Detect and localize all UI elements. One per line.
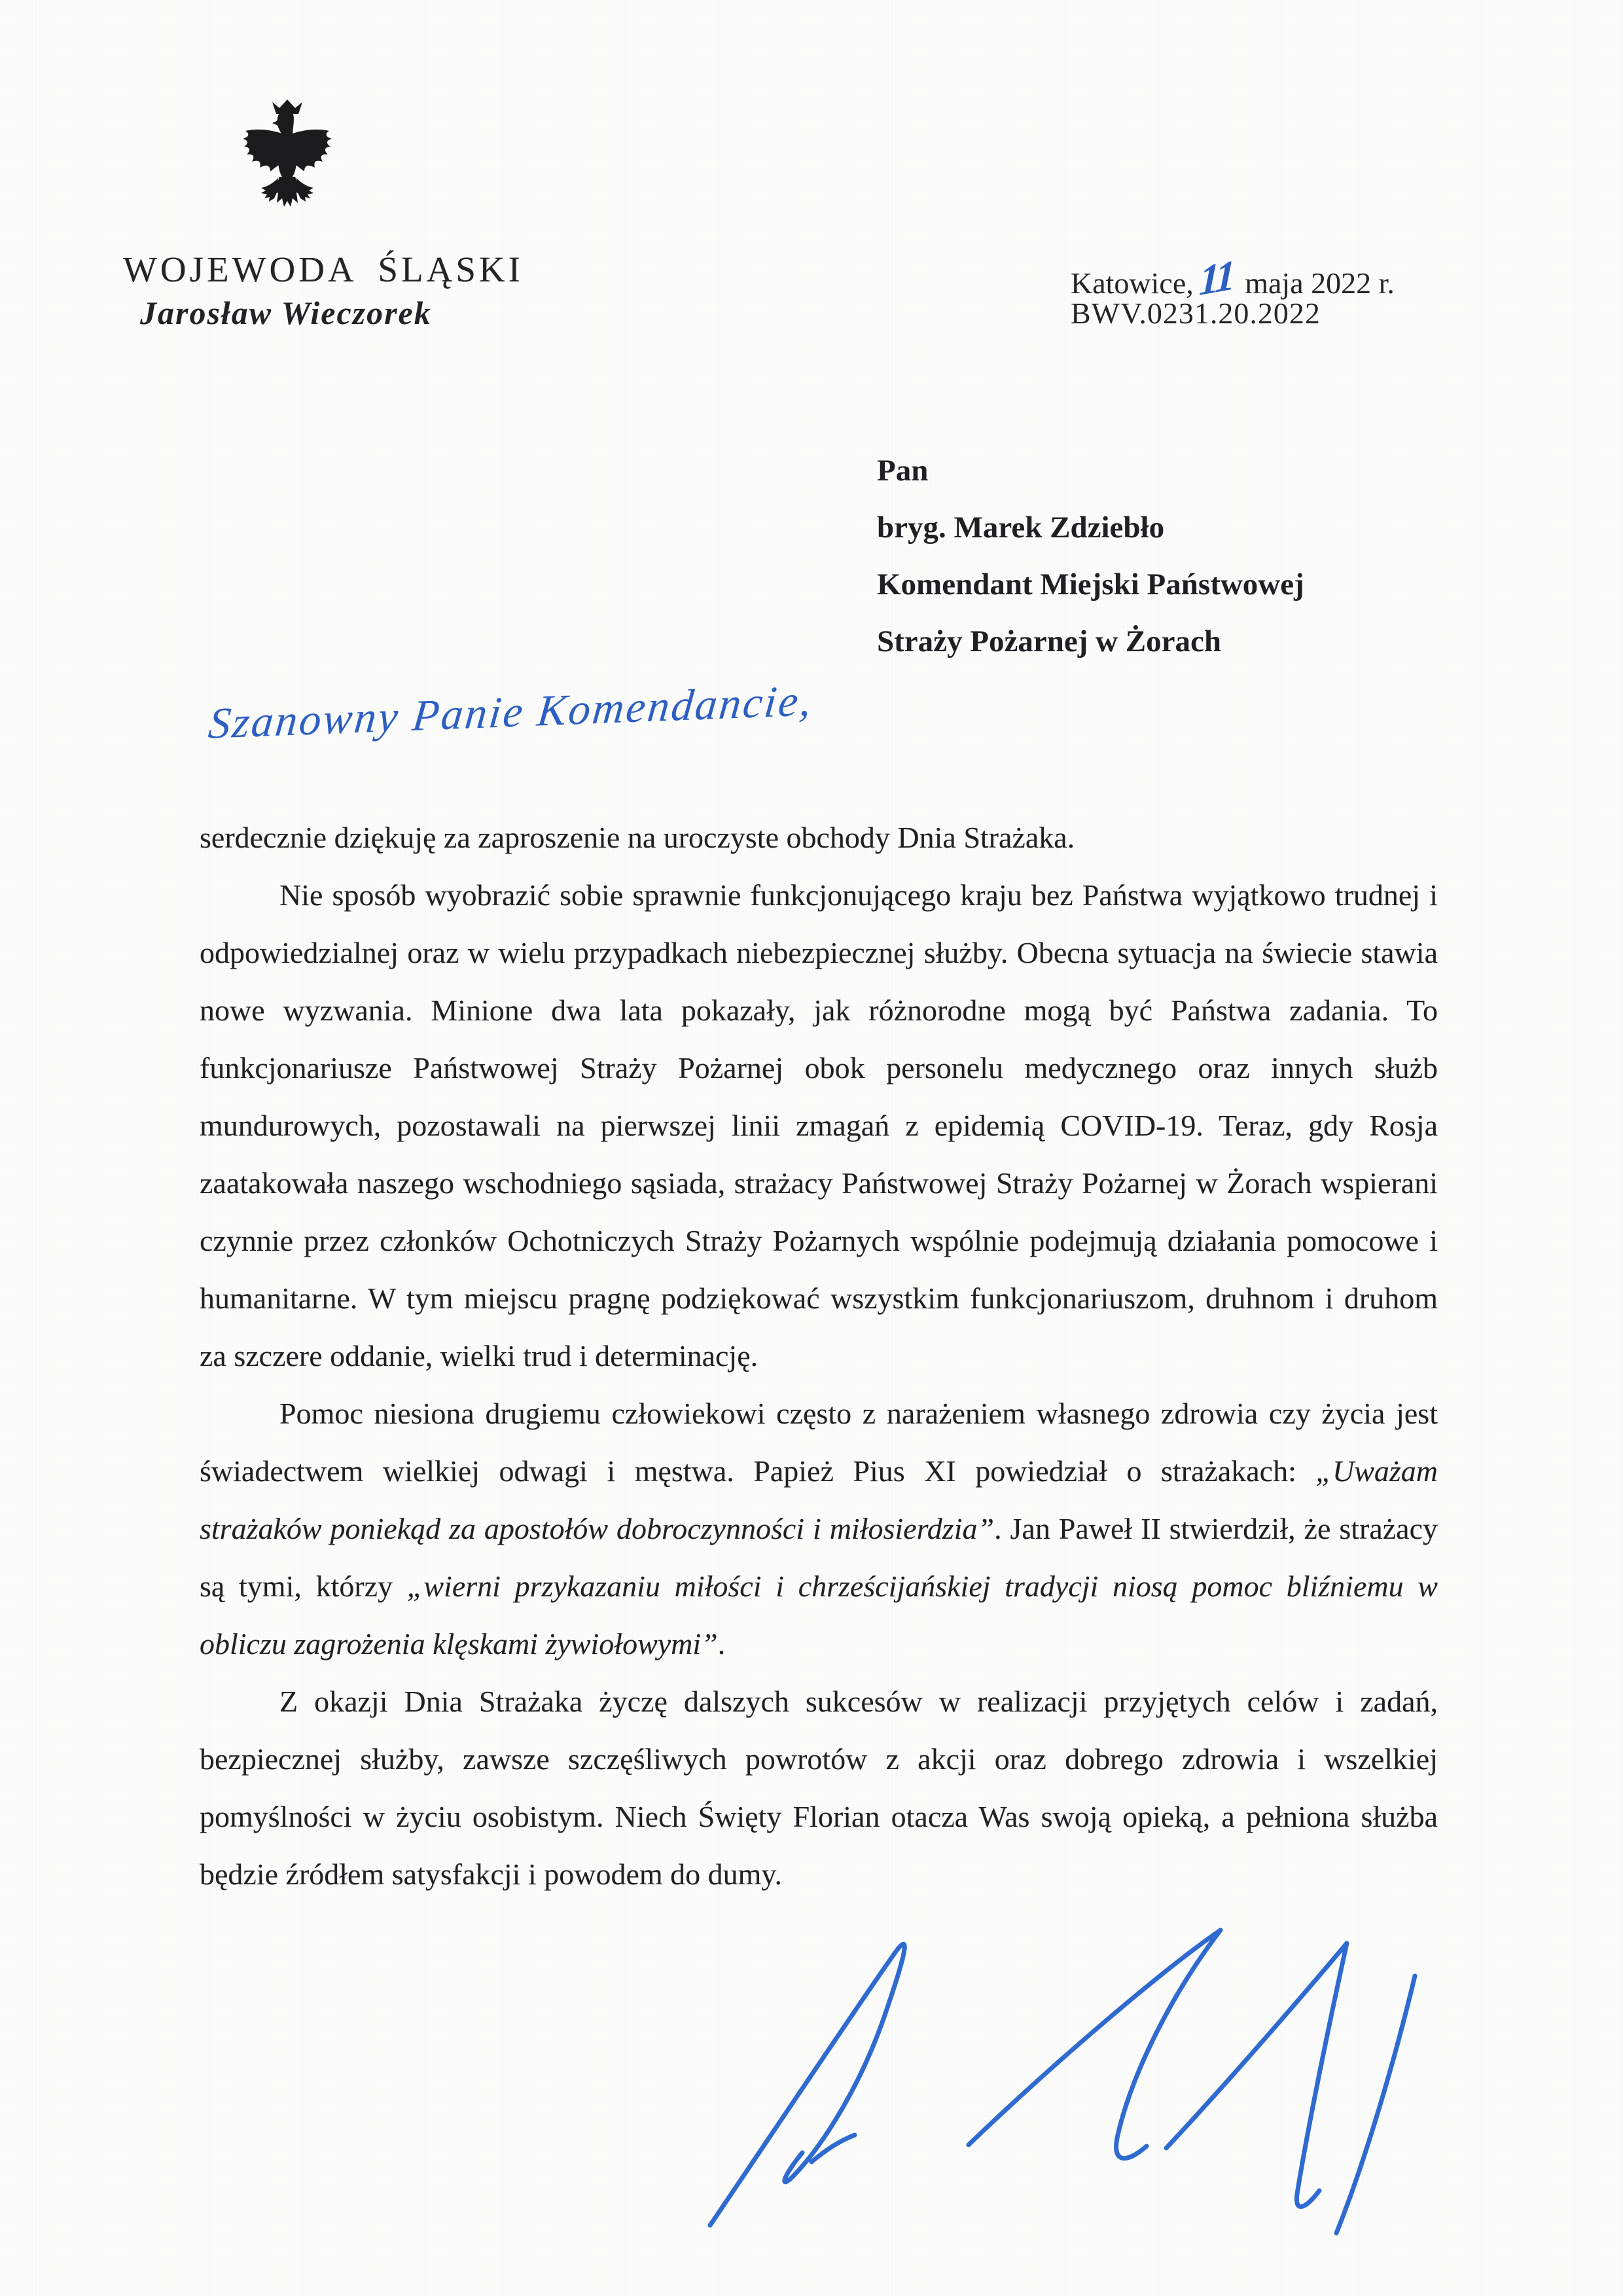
body-text-segment: . Jan Paweł II stwierdził, że strażacy są tymi, którzy	[200, 1512, 1438, 1603]
addressee-block	[877, 442, 1304, 670]
body-text-segment: serdecznie dziękuję za zaproszenie na uroczyste obchody Dnia Strażaka.	[200, 821, 1075, 854]
handwritten-day: 11	[1198, 251, 1234, 305]
body-text-segment: Nie sposób wyobrazić sobie sprawnie funkcjonującego kraju bez Państwa wyjątkowo trudnej i odpowiedzialnej oraz w wielu przypadkach niebezpiecznej służby. Obecna sytuacja na świecie stawia nowe wyzwania. Minione dwa lata pokazały, jak różnorodne mogą być Państwa zadania. To funkcjonariusze Państwowej Straży Pożarnej obok personelu medycznego oraz innych służb mundurowych, pozostawali na pierwszej linii zmagań z epidemią COVID-19. Teraz, gdy Rosja zaatakowała naszego wschodniego sąsiada, strażacy Państwowej Straży Pożarnej w Żorach wspierani czynnie przez członków Ochotniczych Straży Pożarnych wspólnie podejmują działania pomocowe i humanitarne. W tym miejscu pragnę podziękować wszystkim funkcjonariuszom, druhnom i druhom za szczere oddanie, wielki trud i determinację.	[200, 878, 1438, 1372]
quoted-text: „Uważam strażaków poniekąd za apostołów dobroczynności i miłosierdzia”	[200, 1454, 1438, 1545]
addressee-line: bryg. Marek Zdziebło	[877, 511, 1165, 545]
body-paragraph	[200, 809, 1438, 867]
addressee-line: Straży Pożarnej w Żorach	[877, 624, 1221, 658]
body-paragraph	[200, 867, 1438, 1385]
quoted-text: „wierni przykazaniu miłości i chrześcijańskiej tradycji niosą pomoc bliźniemu w obliczu zagrożenia klęskami żywiołowymi”	[200, 1570, 1438, 1660]
dateline-place: Katowice,	[1071, 266, 1194, 300]
addressee-line: Pan	[877, 454, 929, 488]
addressee-line: Komendant Miejski Państwowej	[877, 567, 1304, 601]
letter-body	[200, 809, 1438, 1903]
handwritten-greeting: Szanowny Panie Komendancie,	[206, 676, 816, 748]
handwritten-signature	[602, 1914, 1446, 2271]
dateline-date: maja 2022 r.	[1245, 266, 1395, 300]
letterhead-office-title: WOJEWODA ŚLĄSKI	[123, 249, 524, 289]
body-text-segment: Pomoc niesiona drugiemu człowiekowi często z narażeniem własnego zdrowia czy życia jest świadectwem wielkiej odwagi i męstwa. Papież Pius XI powiedział o strażakach:	[200, 1397, 1438, 1488]
polish-eagle-emblem	[239, 97, 336, 220]
body-paragraph	[200, 1673, 1438, 1903]
body-text-segment: Z okazji Dnia Strażaka życzę dalszych sukcesów w realizacji przyjętych celów i zadań, bezpiecznej służby, zawsze szczęśliwych powrotów z akcji oraz dobrego zdrowia i wszelkiej pomyślności w życiu osobistym. Niech Święty Florian otacza Was swoją opieką, a pełniona służba będzie źródłem satysfakcji i powodem do dumy.	[200, 1685, 1438, 1891]
body-paragraph	[200, 1385, 1438, 1673]
reference-number: BWV.0231.20.2022	[1071, 296, 1321, 330]
letterhead-official-name: Jarosław Wieczorek	[140, 295, 432, 331]
body-text-segment: .	[717, 1627, 726, 1660]
